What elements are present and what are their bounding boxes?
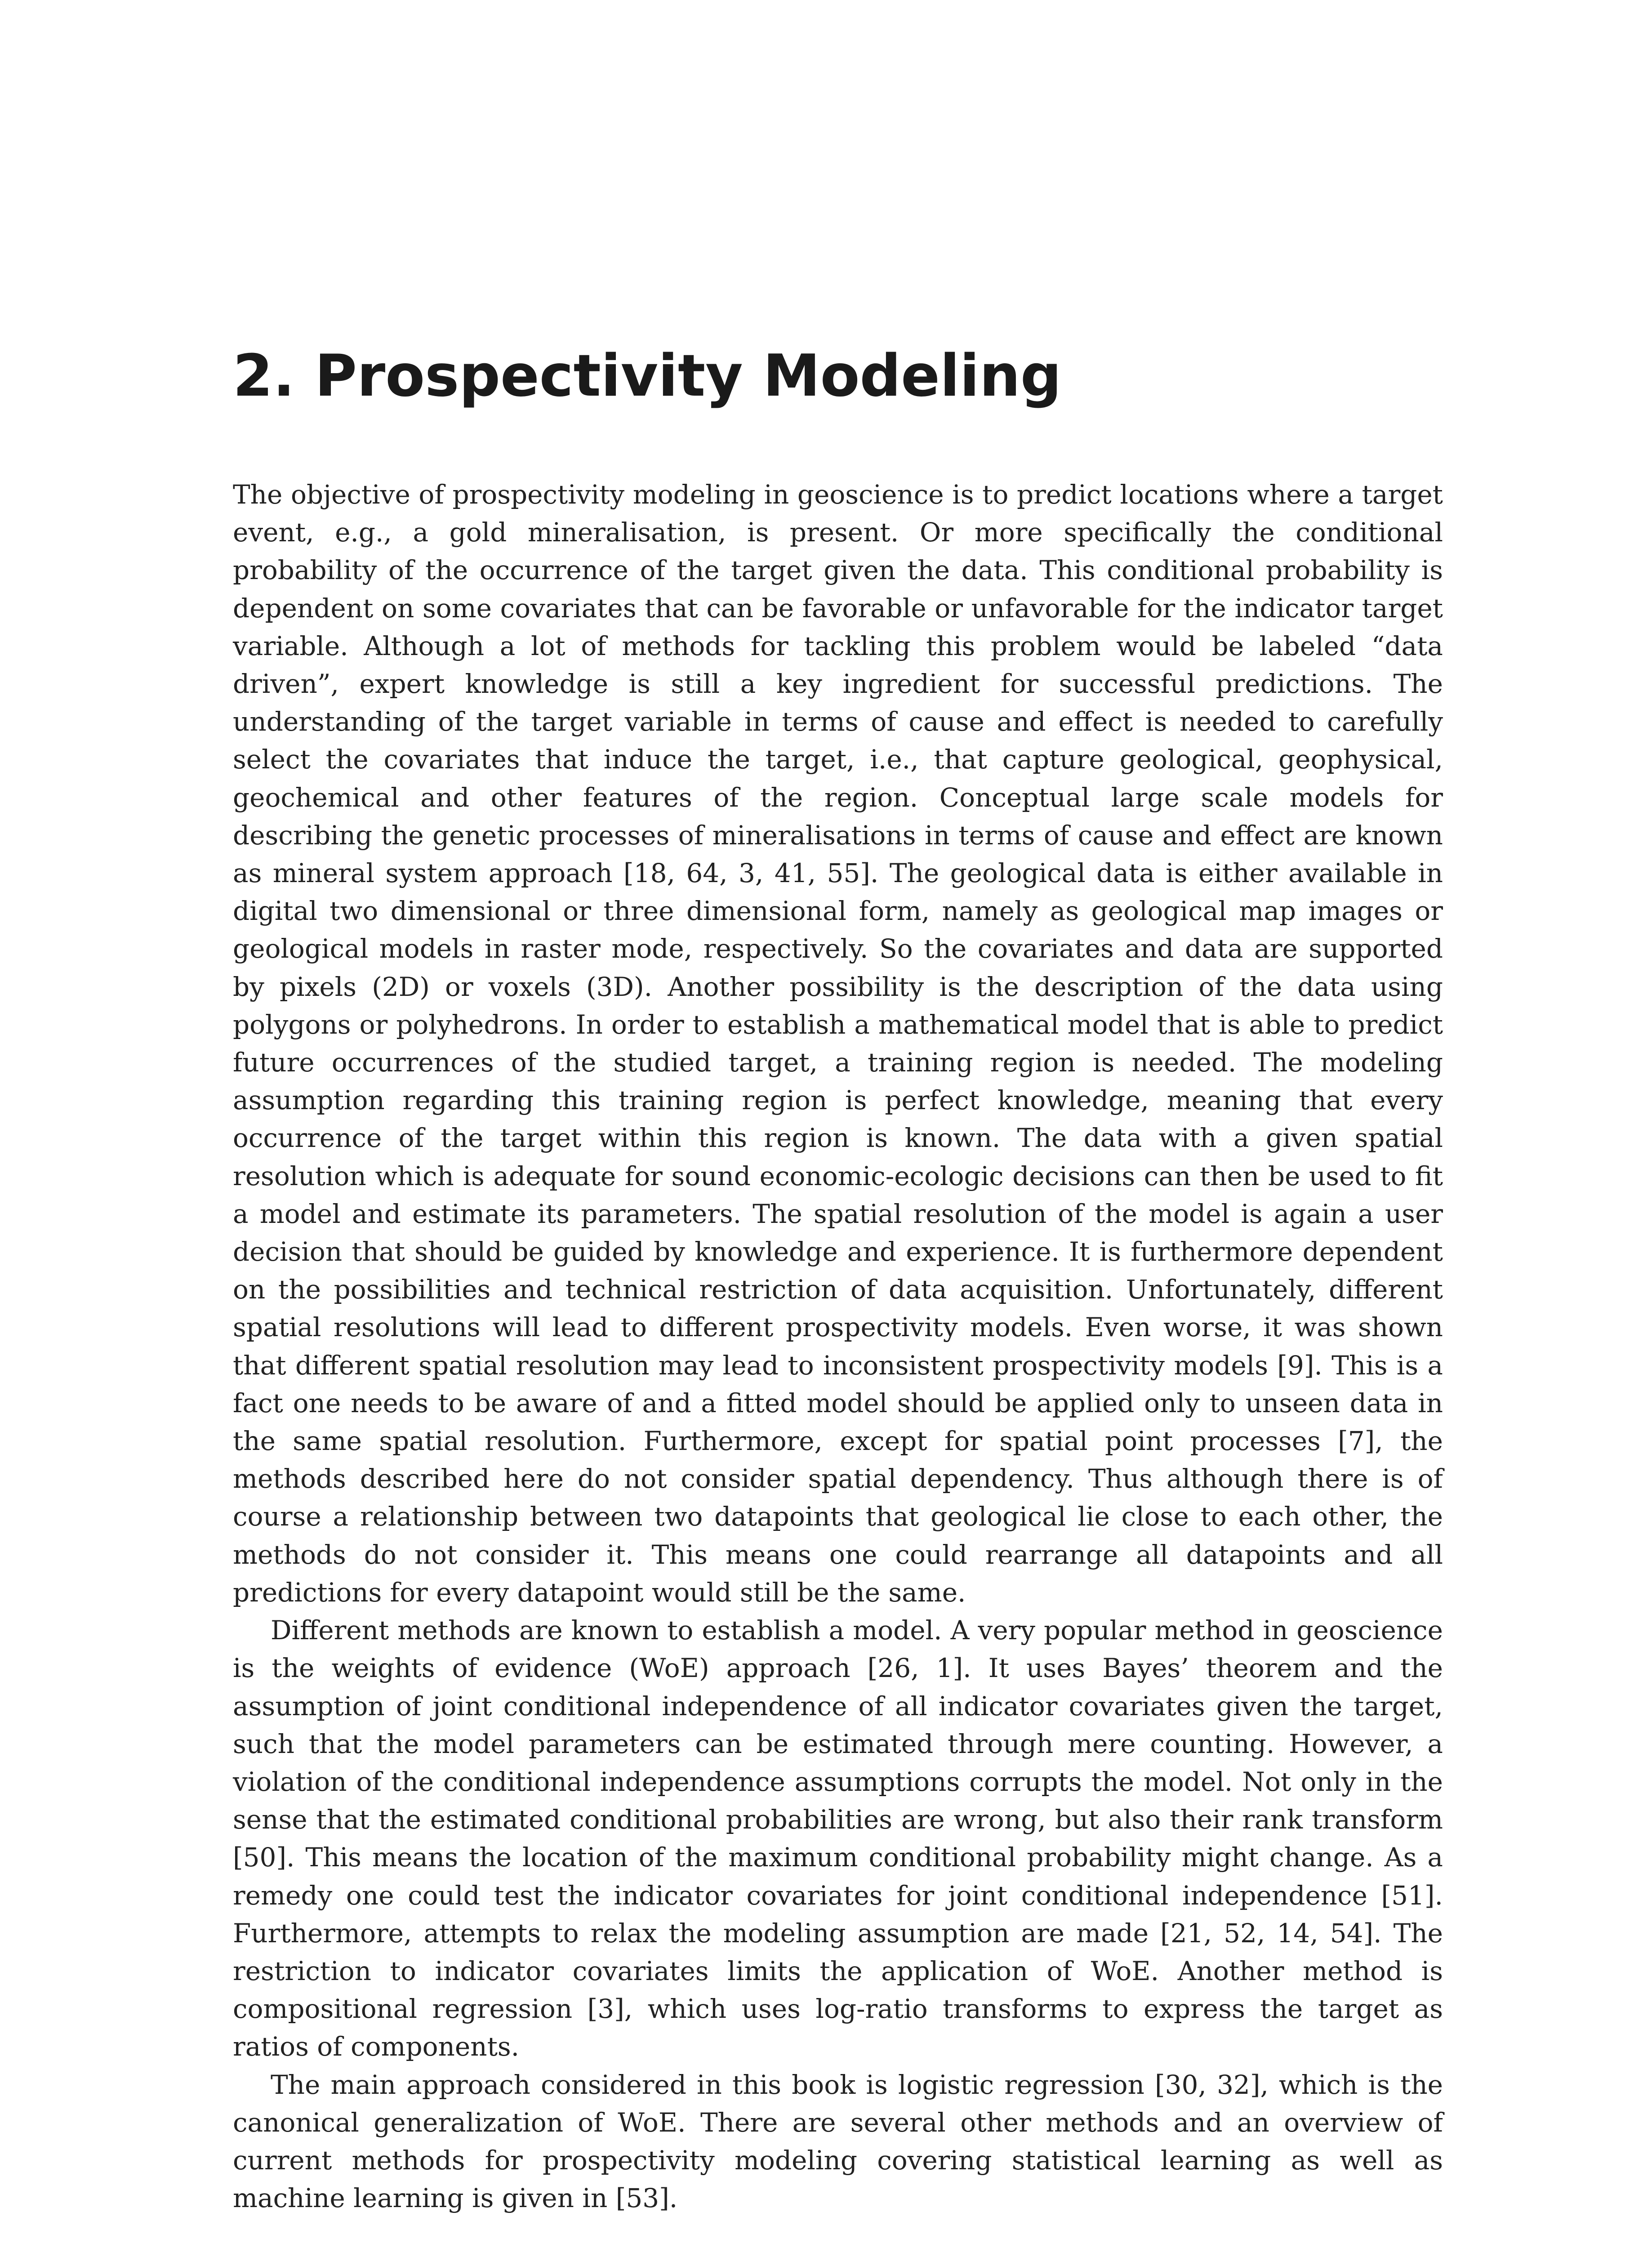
- body-text: [233, 476, 1443, 2217]
- paragraph: Different methods are known to establish a model. A very popular method in geoscience is the weights of evidence (WoE) approach [26, 1]. It uses Bayes’ theorem and the assumption of joint conditional independence of all indicator covariates given the target, such that the model parameters can be estimated through mere counting. However, a violation of the conditional independence assumptions corrupts the model. Not only in the sense that the estimated conditional probabilities are wrong, but also their rank transform [50]. This means the location of the maximum conditional probability might change. As a remedy one could test the indicator covariates for joint conditional independence [51]. Furthermore, attempts to relax the modeling assumption are made [21, 52, 14, 54]. The restriction to indicator covariates limits the application of WoE. Another method is compositional regression [3], which uses log-ratio transforms to express the target as ratios of components.: [233, 1615, 1443, 2062]
- chapter-title: 2. Prospectivity Modeling: [233, 343, 1062, 410]
- paragraph: The objective of prospectivity modeling in geoscience is to predict locations where a target event, e.g., a gold mineralisation, is present. Or more specifically the conditional probability of the occurrence of the target given the data. This conditional probability is dependent on some covariates that can be favorable or unfavorable for the indicator target variable. Although a lot of methods for tackling this problem would be labeled “data driven”, expert knowledge is still a key ingredient for successful predictions. The understanding of the target variable in terms of cause and effect is needed to carefully select the covariates that induce the target, i.e., that capture geological, geophysical, geochemical and other features of the region. Conceptual large scale models for describing the genetic processes of mineralisations in terms of cause and effect are known as mineral system approach [18, 64, 3, 41, 55]. The geological data is either available in digital two dimensional or three dimensional form, namely as geological map images or geological models in raster mode, respectively. So the covariates and data are supported by pixels (2D) or voxels (3D). Another possibility is the description of the data using polygons or polyhedrons. In order to establish a mathematical model that is able to predict future occurrences of the studied target, a training region is needed. The modeling assumption regarding this training region is perfect knowledge, meaning that every occurrence of the target within this region is known. The data with a given spatial resolution which is adequate for sound economic-ecologic decisions can then be used to fit a model and estimate its parameters. The spatial resolution of the model is again a user decision that should be guided by knowledge and experience. It is furthermore dependent on the possibilities and technical restriction of data acquisition. Unfortunately, different spatial resolutions will lead to different prospectivity models. Even worse, it was shown that different spatial resolution may lead to inconsistent prospectivity models [9]. This is a fact one needs to be aware of and a fitted model should be applied only to unseen data in the same spatial resolution. Furthermore, except for spatial point processes [7], the methods described here do not consider spatial dependency. Thus although there is of course a relationship between two datapoints that geological lie close to each other, the methods do not consider it. This means one could rearrange all datapoints and all predictions for every datapoint would still be the same.: [233, 479, 1443, 1608]
- paragraph: The main approach considered in this book is logistic regression [30, 32], which is the canonical generalization of WoE. There are several other methods and an overview of current methods for prospectivity modeling covering statistical learning as well as machine learning is given in [53].: [233, 2069, 1443, 2214]
